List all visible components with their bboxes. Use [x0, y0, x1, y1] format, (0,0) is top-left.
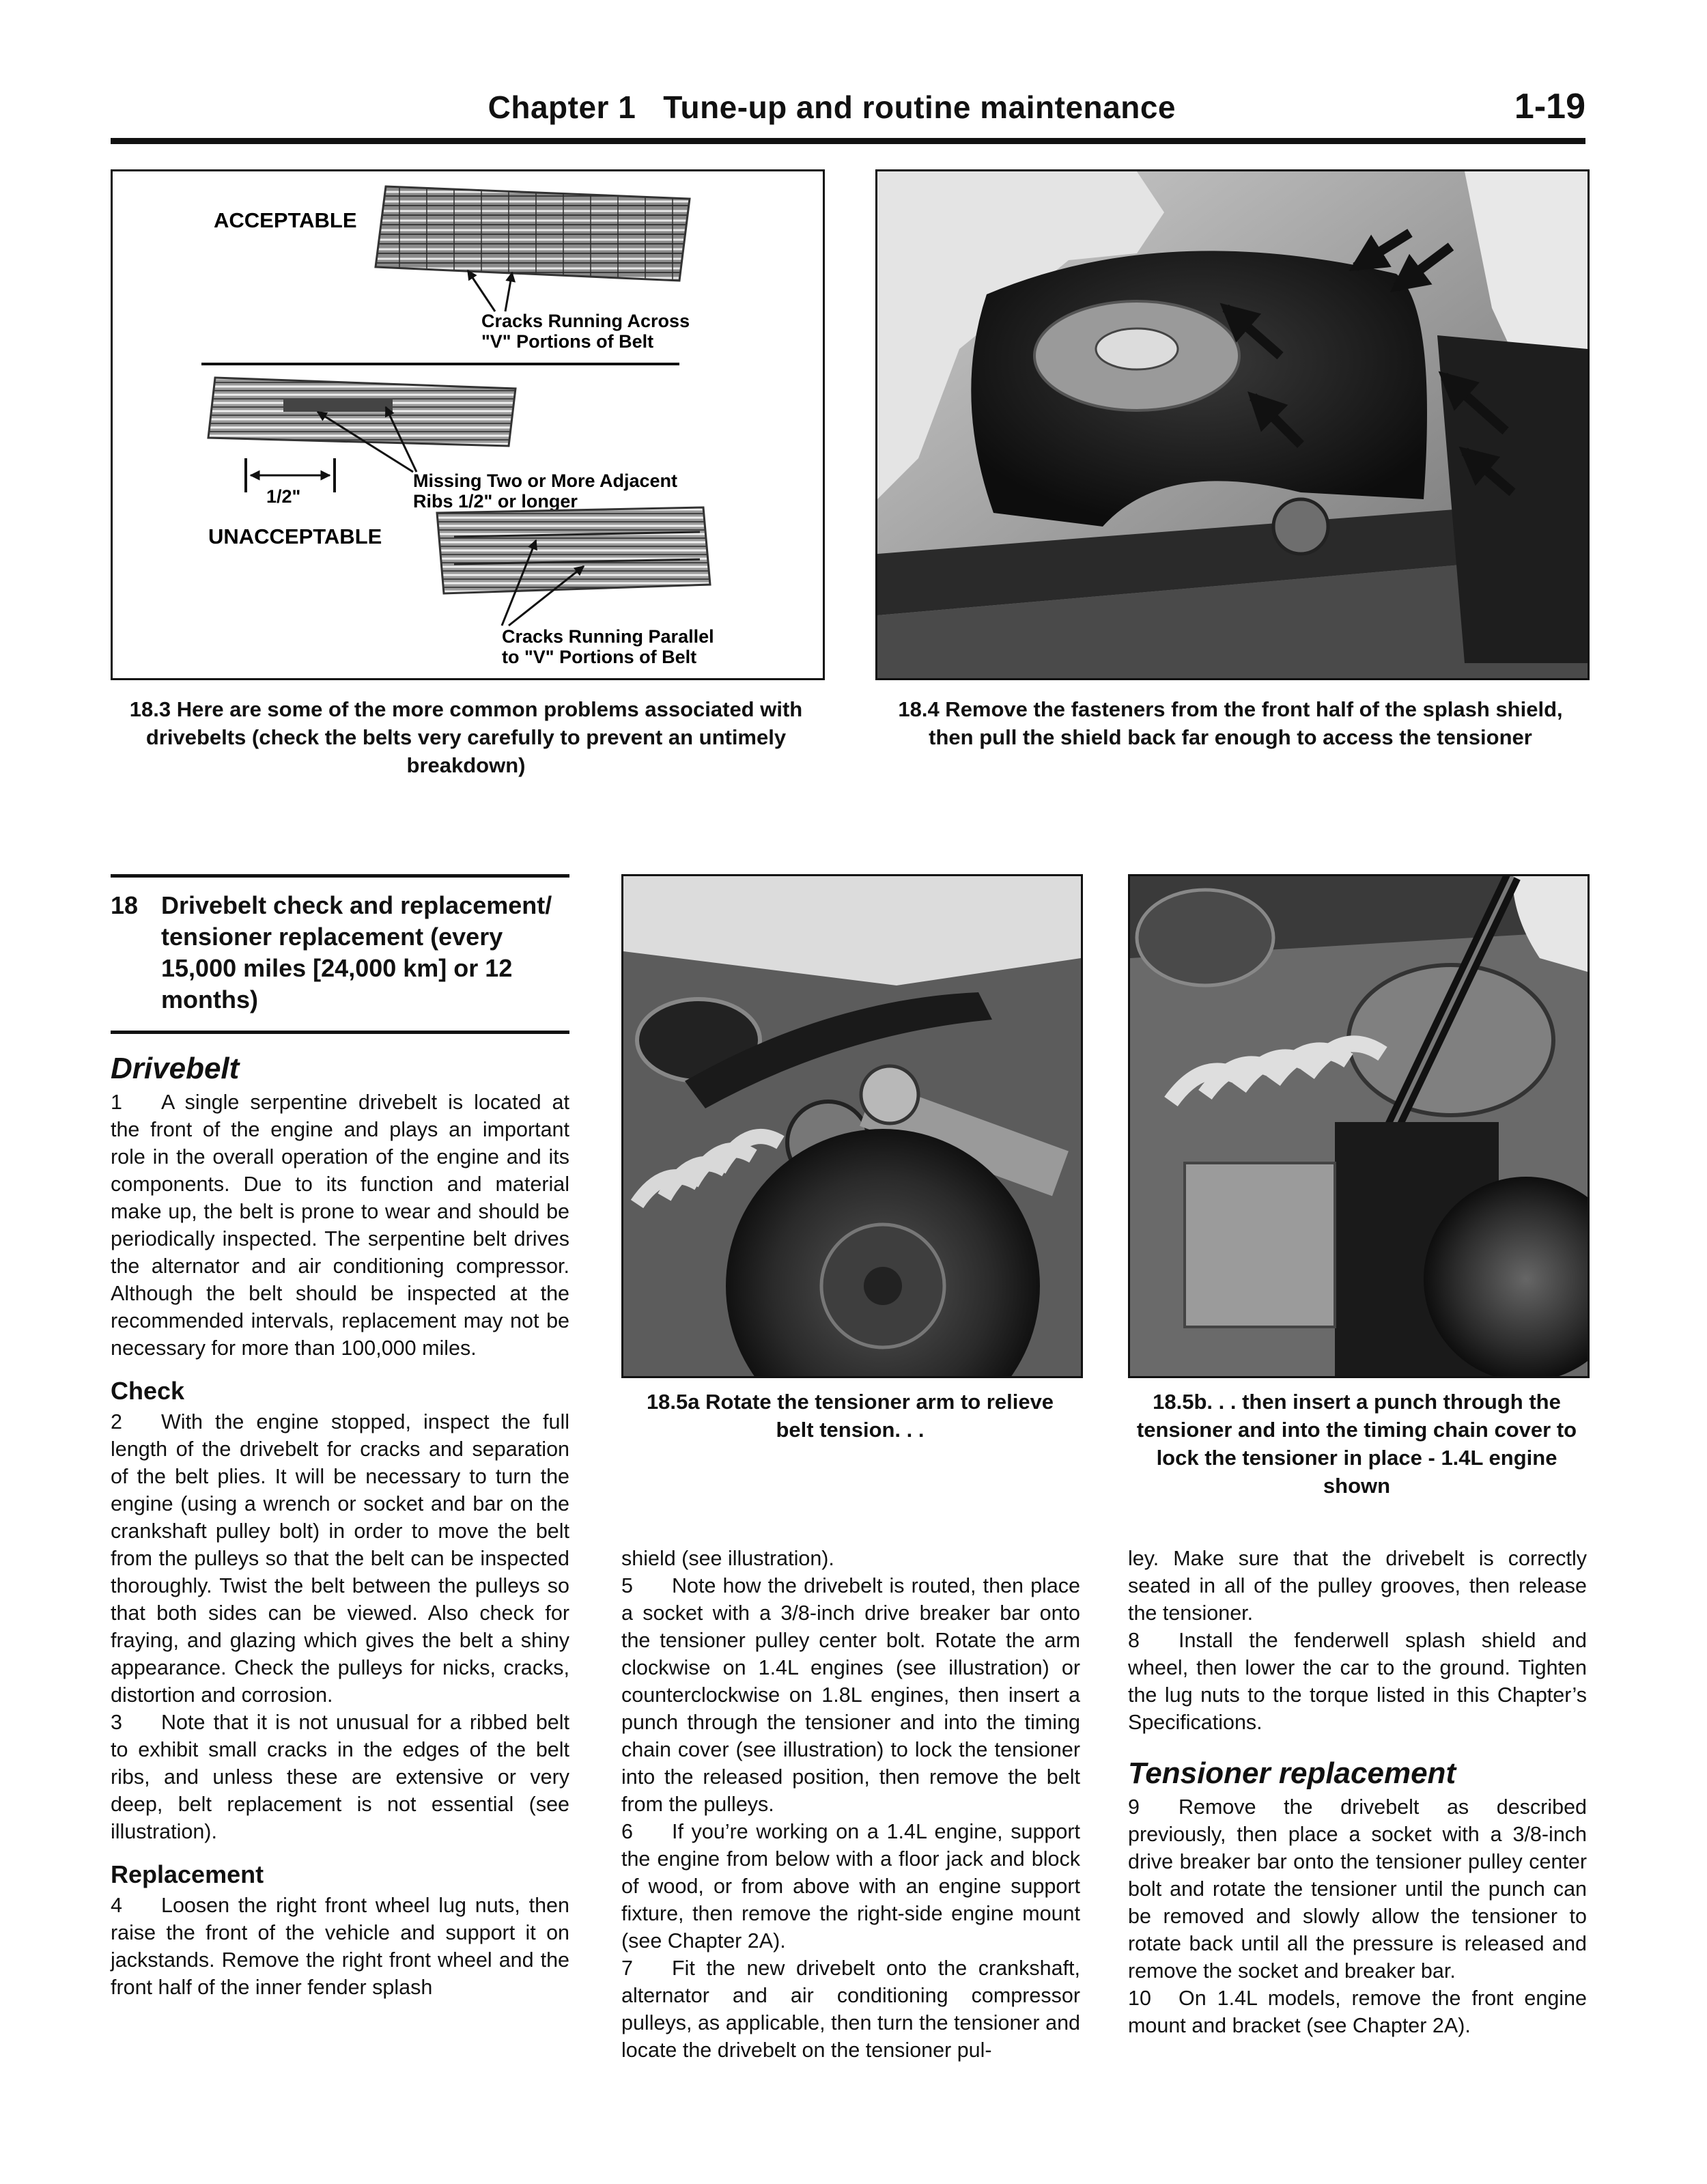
- figure-18-3: [111, 169, 825, 680]
- heading-tensioner-replacement: Tensioner replacement: [1128, 1756, 1456, 1790]
- page-number: 1-19: [1514, 87, 1585, 126]
- paragraph-5: 5 Note how the drivebelt is routed, then place a socket with a 3/8-inch drive breaker bar onto the tensioner pulley center bolt. Rotate the arm clockwise on 1.4L engines (see illustration) or counterclockwise on 1.8L engines, then insert a punch through the tensioner and into the timing chain cover (see illustration) to lock the tensioner into the released position, then remove the belt from the pulleys.: [621, 1572, 1080, 1818]
- page-header: [111, 89, 1585, 144]
- chapter-title: Tune-up and routine maintenance: [663, 89, 1176, 125]
- belt-condition-diagram: [113, 171, 823, 678]
- heading-check: Check: [111, 1377, 185, 1405]
- caption-18-4: 18.4 Remove the fasteners from the front half of the splash shield, then pull the shield back far enough to access the tensioner: [898, 697, 1563, 749]
- caption-18-3: 18.3 Here are some of the more common problems associated with drivebelts (check the belts very carefully to prevent an untimely breakdown): [129, 697, 803, 777]
- paragraph-2: 2 With the engine stopped, inspect the full length of the drivebelt for cracks and separation of the belt plies. It will be necessary to turn the engine (using a wrench or socket and bar on the crankshaft pulley bolt) in order to move the belt from the pulleys so that the belt can be inspected thoroughly. Twist the belt between the pulleys so that both sides can be viewed. Also check for fraying, and glazing which gives the belt a shiny appearance. Check the pulleys for nicks, cracks, distortion and corrosion.: [111, 1408, 569, 1709]
- tensioner-punch-photo: [1130, 876, 1588, 1376]
- section-heading: [111, 874, 569, 1034]
- paragraph-number: 9: [1128, 1795, 1140, 1819]
- label-missing-2: Ribs 1/2" or longer: [413, 491, 578, 512]
- heading-drivebelt: Drivebelt: [111, 1052, 240, 1085]
- chapter-number: Chapter 1: [488, 89, 636, 125]
- section-title: Drivebelt check and replacement/ tensioner replacement (every 15,000 miles [24,000 km] or 12 months): [161, 891, 552, 1013]
- heading-replacement: Replacement: [111, 1860, 264, 1888]
- chapter-heading: [488, 89, 1176, 126]
- paragraph-number: 10: [1128, 1987, 1151, 2010]
- text-column-3: [1128, 1545, 1587, 2039]
- paragraph-9: 9 Remove the drivebelt as described previously, then place a socket with a 3/8-inch drive breaker bar onto the tensioner pulley center bolt and rotate the tensioner until the punch can be removed and slowly allow the tensioner to rotate back until all the pressure is released and remove the socket and breaker bar.: [1128, 1793, 1587, 1985]
- paragraph-number: 4: [111, 1894, 122, 1917]
- paragraph-6: 6 If you’re working on a 1.4L engine, support the engine from below with a floor jack and block of wood, or from above with an engine support fixture, then remove the right-side engine mount (see Chapter 2A).: [621, 1818, 1080, 1955]
- paragraph-number: 7: [621, 1957, 633, 1980]
- label-cracks-across-2: "V" Portions of Belt: [481, 331, 654, 352]
- paragraph-10: 10 On 1.4L models, remove the front engine mount and bracket (see Chapter 2A).: [1128, 1985, 1587, 2039]
- label-cracks-across-1: Cracks Running Across: [481, 311, 690, 331]
- text-column-2: [621, 1545, 1080, 2064]
- figure-18-5b: [1128, 874, 1590, 1378]
- label-half-inch: 1/2": [266, 486, 301, 507]
- label-missing-1: Missing Two or More Adjacent: [413, 471, 678, 491]
- paragraph-number: 2: [111, 1410, 122, 1433]
- paragraph-number: 5: [621, 1574, 633, 1597]
- caption-18-5a: 18.5a Rotate the tensioner arm to relieve belt tension. . .: [646, 1390, 1054, 1442]
- label-parallel-2: to "V" Portions of Belt: [502, 647, 697, 667]
- text-column-1: [111, 1050, 569, 2001]
- paragraph-1: 1 A single serpentine drivebelt is located at the front of the engine and plays an important role in the overall operation of the engine and its components. Due to its function and material make up, the belt is prone to wear and should be periodically inspected. The serpentine belt drives the alternator and air conditioning compressor. Although the belt should be inspected at the recommended intervals, replacement may not be necessary for more than 100,000 miles.: [111, 1089, 569, 1362]
- paragraph-number: 3: [111, 1711, 122, 1734]
- paragraph-3: 3 Note that it is not unusual for a ribbed belt to exhibit small cracks in the edges of the belt ribs, and unless these are extensive or very deep, belt replacement is not essential (see illustration).: [111, 1709, 569, 1845]
- caption-18-5b: 18.5b. . . then insert a punch through the tensioner and into the timing chain cover to lock the tensioner in place - 1.4L engine shown: [1136, 1390, 1577, 1498]
- fender-well-photo: [877, 171, 1588, 678]
- paragraph-number: 6: [621, 1820, 633, 1843]
- label-acceptable: ACCEPTABLE: [214, 208, 357, 232]
- label-unacceptable: UNACCEPTABLE: [208, 524, 382, 548]
- paragraph-number: 8: [1128, 1629, 1140, 1652]
- section-number: 18: [111, 891, 139, 919]
- paragraph-7-continued: ley. Make sure that the drivebelt is correctly seated in all of the pulley grooves, then release the tensioner.: [1128, 1547, 1587, 1625]
- paragraph-8: 8 Install the fenderwell splash shield and wheel, then lower the car to the ground. Tighten the lug nuts to the torque listed in this Chapter’s Specifications.: [1128, 1627, 1587, 1736]
- figure-18-4: [875, 169, 1590, 680]
- paragraph-4-continued: shield (see illustration).: [621, 1547, 834, 1570]
- paragraph-7: 7 Fit the new drivebelt onto the crankshaft, alternator and air conditioning compressor pulleys, as applicable, then turn the tensioner and locate the drivebelt on the tensioner pul-: [621, 1955, 1080, 2064]
- paragraph-number: 1: [111, 1091, 122, 1114]
- label-parallel-1: Cracks Running Parallel: [502, 626, 714, 647]
- figure-18-5a: [621, 874, 1083, 1378]
- tensioner-arm-photo: [623, 876, 1081, 1376]
- paragraph-4: 4 Loosen the right front wheel lug nuts, then raise the front of the vehicle and support it on jackstands. Remove the right front wheel and the front half of the inner fender splash: [111, 1892, 569, 2001]
